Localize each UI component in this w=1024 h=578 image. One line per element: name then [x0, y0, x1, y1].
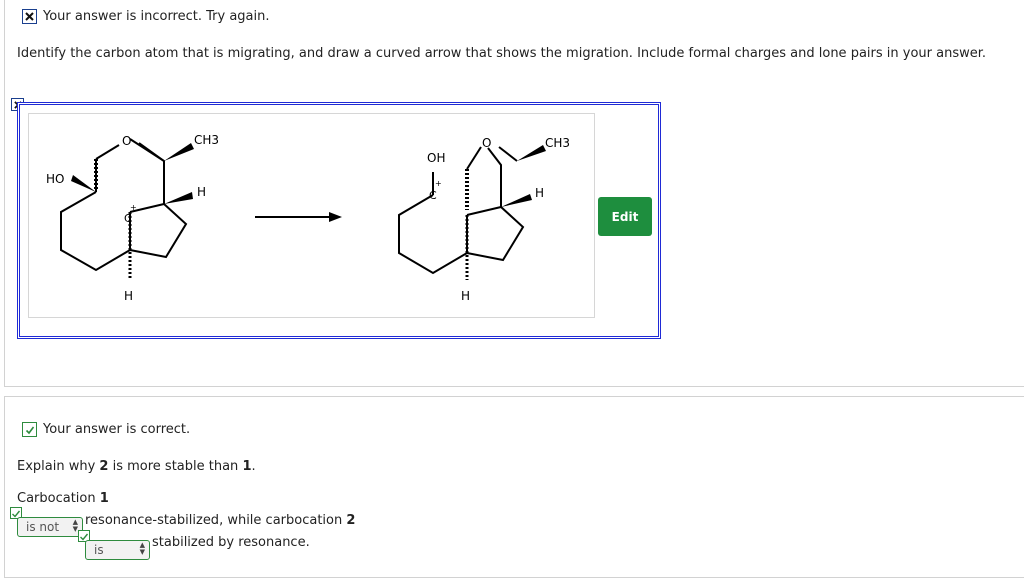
hydroxyl-label: OH [427, 151, 446, 165]
product-structure [399, 147, 523, 280]
explain-number-2: 2 [99, 459, 109, 474]
question-prompt: Identify the carbon atom that is migrating, and draw a curved arrow that shows the migration. Include formal charges and lone pairs in your answer. [17, 46, 987, 61]
carbocation-number-1: 1 [99, 491, 109, 506]
select-arrows-icon: ▲ ▼ [139, 541, 145, 556]
wedge-bond [71, 175, 96, 192]
explain-text-2: is more stable than [108, 459, 243, 474]
reactant-structure [61, 139, 186, 280]
reaction-arrow [255, 212, 342, 222]
select-2-value: is [94, 543, 104, 557]
status-correct: Your answer is correct. [43, 422, 191, 437]
hydrogen-label: H [535, 186, 545, 200]
oxygen-label: O [122, 134, 132, 148]
correct-icon [22, 422, 37, 437]
explain-number-1: 1 [242, 459, 252, 474]
explain-prompt [17, 459, 256, 474]
explain-text-1: Explain why [17, 459, 100, 474]
methyl-label: CH3 [194, 133, 220, 147]
wedge-bond [164, 143, 194, 161]
molecule-canvas[interactable] [28, 113, 595, 318]
answer-select-1[interactable] [17, 517, 83, 537]
carbocation-label: C [124, 212, 132, 225]
positive-charge: + [130, 203, 137, 212]
drawing-area[interactable] [17, 102, 661, 339]
hydroxyl-label: HO [46, 172, 65, 186]
oxygen-label: O [482, 136, 492, 150]
status-incorrect: Your answer is incorrect. Try again. [43, 9, 270, 24]
carbocation-1-line [17, 491, 109, 506]
reaction-diagram [29, 114, 594, 317]
hydrogen-label: H [197, 185, 207, 199]
incorrect-icon [22, 9, 37, 24]
explain-line-2 [85, 513, 355, 528]
line-2-text: resonance-stabilized, while carbocation [85, 513, 347, 528]
hydrogen-bottom-label: H [461, 289, 471, 303]
wedge-bond [164, 192, 193, 204]
methyl-label: CH3 [545, 136, 571, 150]
select-arrows-icon: ▲ ▼ [72, 518, 78, 533]
edit-button[interactable]: Edit [598, 197, 652, 236]
hydrogen-bottom-label: H [124, 289, 134, 303]
carbocation-number-2: 2 [346, 513, 356, 528]
explain-text-3: . [251, 459, 256, 474]
select-1-value: is not [26, 520, 60, 534]
carbocation-label-text: Carbocation [17, 491, 100, 506]
answer-select-2[interactable] [85, 540, 150, 560]
explain-line-3: stabilized by resonance. [152, 535, 310, 550]
wedge-bond [517, 145, 546, 161]
positive-charge: + [435, 179, 442, 188]
wedge-bond [501, 194, 532, 207]
carbocation-label: C [429, 189, 437, 202]
